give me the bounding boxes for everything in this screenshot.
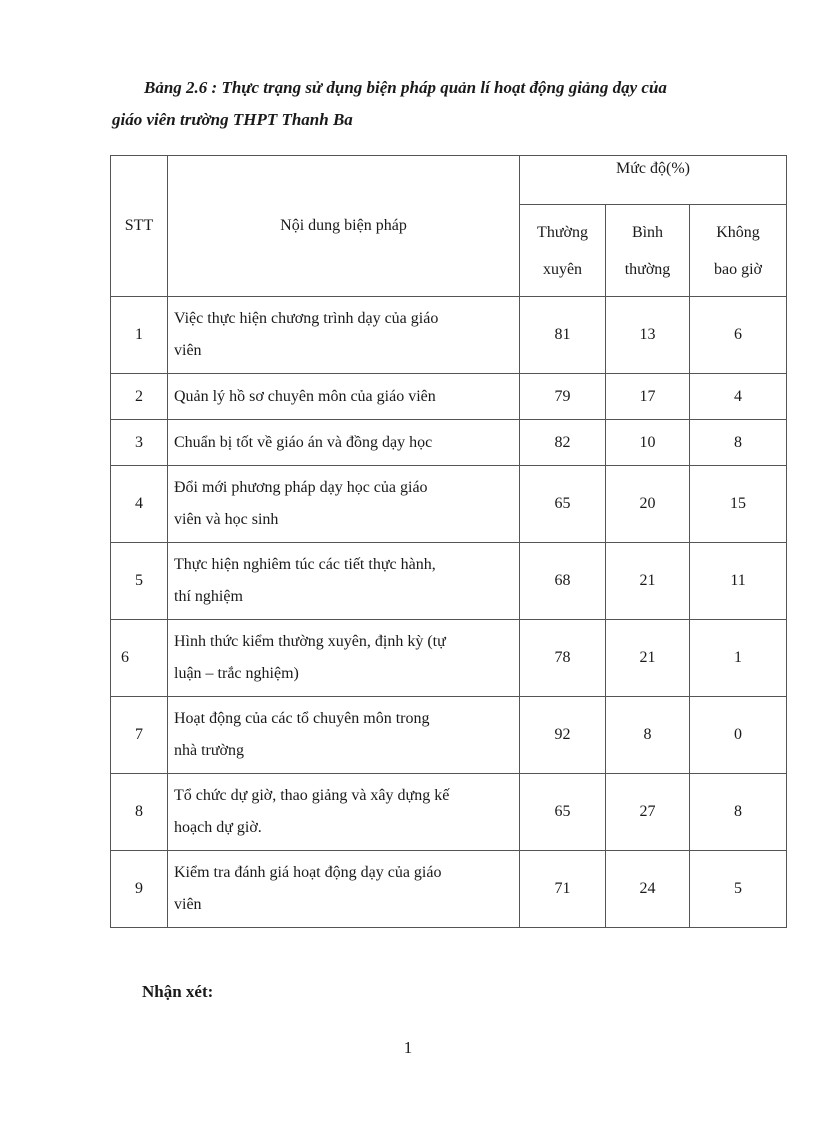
table-row bbox=[111, 297, 787, 374]
row-content-line-1: Hoạt động của các tổ chuyên môn trong bbox=[174, 710, 430, 727]
row-content-line-2: luận – trắc nghiệm) bbox=[174, 665, 299, 682]
row-normal-value: 24 bbox=[606, 851, 690, 928]
row-stt: 2 bbox=[111, 374, 168, 420]
caption-line-1: Bảng 2.6 : Thực trạng sử dụng biện pháp quản lí hoạt động giảng dạy của bbox=[144, 78, 667, 97]
row-content-line-1: Tổ chức dự giờ, thao giảng và xây dựng kế bbox=[174, 787, 450, 804]
row-frequent-value: 78 bbox=[520, 620, 606, 697]
row-content bbox=[168, 851, 520, 928]
row-content-line-1: Quản lý hồ sơ chuyên môn của giáo viên bbox=[174, 387, 436, 405]
row-never-value: 8 bbox=[690, 420, 787, 466]
row-stt: 6 bbox=[111, 620, 168, 697]
row-never-value: 0 bbox=[690, 697, 787, 774]
table-row bbox=[111, 374, 787, 420]
row-normal-value: 21 bbox=[606, 620, 690, 697]
row-never-value: 1 bbox=[690, 620, 787, 697]
row-stt: 1 bbox=[111, 297, 168, 374]
row-frequent-value: 65 bbox=[520, 774, 606, 851]
row-stt: 9 bbox=[111, 851, 168, 928]
row-content bbox=[168, 774, 520, 851]
header-level: Mức độ(%) bbox=[520, 156, 787, 205]
row-content-line-2: viên bbox=[174, 342, 202, 359]
row-stt: 8 bbox=[111, 774, 168, 851]
row-content bbox=[168, 697, 520, 774]
row-frequent-value: 71 bbox=[520, 851, 606, 928]
row-content-line-2: viên và học sinh bbox=[174, 511, 279, 528]
header-content: Nội dung biện pháp bbox=[168, 156, 520, 297]
table-row bbox=[111, 697, 787, 774]
row-normal-value: 8 bbox=[606, 697, 690, 774]
row-content-line-2: nhà trường bbox=[174, 742, 245, 759]
row-content bbox=[168, 466, 520, 543]
table-row bbox=[111, 466, 787, 543]
caption-line-2: giáo viên trường THPT Thanh Ba bbox=[112, 110, 353, 129]
row-content-line-1: Việc thực hiện chương trình dạy của giáo bbox=[174, 310, 439, 327]
row-stt: 7 bbox=[111, 697, 168, 774]
page-number: 1 bbox=[403, 1038, 413, 1057]
row-never-value: 11 bbox=[690, 543, 787, 620]
row-stt: 3 bbox=[111, 420, 168, 466]
header-never-line-1: Không bbox=[716, 223, 760, 241]
row-normal-value: 27 bbox=[606, 774, 690, 851]
row-never-value: 4 bbox=[690, 374, 787, 420]
row-normal-value: 17 bbox=[606, 374, 690, 420]
table-row bbox=[111, 543, 787, 620]
row-content bbox=[168, 543, 520, 620]
table-row bbox=[111, 851, 787, 928]
row-content-line-2: viên bbox=[174, 896, 202, 913]
row-normal-value: 13 bbox=[606, 297, 690, 374]
row-never-value: 8 bbox=[690, 774, 787, 851]
row-frequent-value: 65 bbox=[520, 466, 606, 543]
row-content bbox=[168, 374, 520, 420]
row-frequent-value: 68 bbox=[520, 543, 606, 620]
row-content bbox=[168, 620, 520, 697]
header-frequent bbox=[520, 205, 606, 297]
header-normal-line-1: Bình bbox=[631, 223, 664, 241]
header-stt: STT bbox=[111, 156, 168, 297]
row-frequent-value: 92 bbox=[520, 697, 606, 774]
table-row bbox=[111, 620, 787, 697]
row-content-line-1: Hình thức kiểm thường xuyên, định kỳ (tự bbox=[174, 633, 446, 650]
row-content-line-1: Thực hiện nghiêm túc các tiết thực hành, bbox=[174, 556, 436, 573]
header-normal-line-2: thường bbox=[624, 260, 671, 278]
header-never-line-2: bao giờ bbox=[714, 260, 763, 278]
row-content-line-2: thí nghiệm bbox=[174, 588, 243, 605]
remarks-heading: Nhận xét: bbox=[142, 982, 214, 1001]
row-normal-value: 10 bbox=[606, 420, 690, 466]
row-stt: 5 bbox=[111, 543, 168, 620]
row-content bbox=[168, 420, 520, 466]
row-content-line-1: Chuẩn bị tốt về giáo án và đồng dạy học bbox=[174, 433, 433, 451]
header-frequent-line-1: Thường bbox=[537, 223, 588, 241]
measures-table bbox=[110, 155, 787, 928]
row-normal-value: 20 bbox=[606, 466, 690, 543]
table-row bbox=[111, 774, 787, 851]
header-normal bbox=[606, 205, 690, 297]
row-content bbox=[168, 297, 520, 374]
row-never-value: 6 bbox=[690, 297, 787, 374]
table-row bbox=[111, 420, 787, 466]
header-frequent-line-2: xuyên bbox=[542, 260, 583, 278]
row-content-line-2: hoạch dự giờ. bbox=[174, 819, 262, 836]
row-never-value: 5 bbox=[690, 851, 787, 928]
row-frequent-value: 81 bbox=[520, 297, 606, 374]
header-never bbox=[690, 205, 787, 297]
row-never-value: 15 bbox=[690, 466, 787, 543]
table-caption bbox=[112, 72, 752, 136]
row-content-line-1: Đổi mới phương pháp dạy học của giáo bbox=[174, 479, 428, 496]
row-frequent-value: 82 bbox=[520, 420, 606, 466]
table-header-row bbox=[111, 156, 787, 205]
row-frequent-value: 79 bbox=[520, 374, 606, 420]
row-normal-value: 21 bbox=[606, 543, 690, 620]
row-stt: 4 bbox=[111, 466, 168, 543]
row-content-line-1: Kiểm tra đánh giá hoạt động dạy của giáo bbox=[174, 864, 442, 881]
